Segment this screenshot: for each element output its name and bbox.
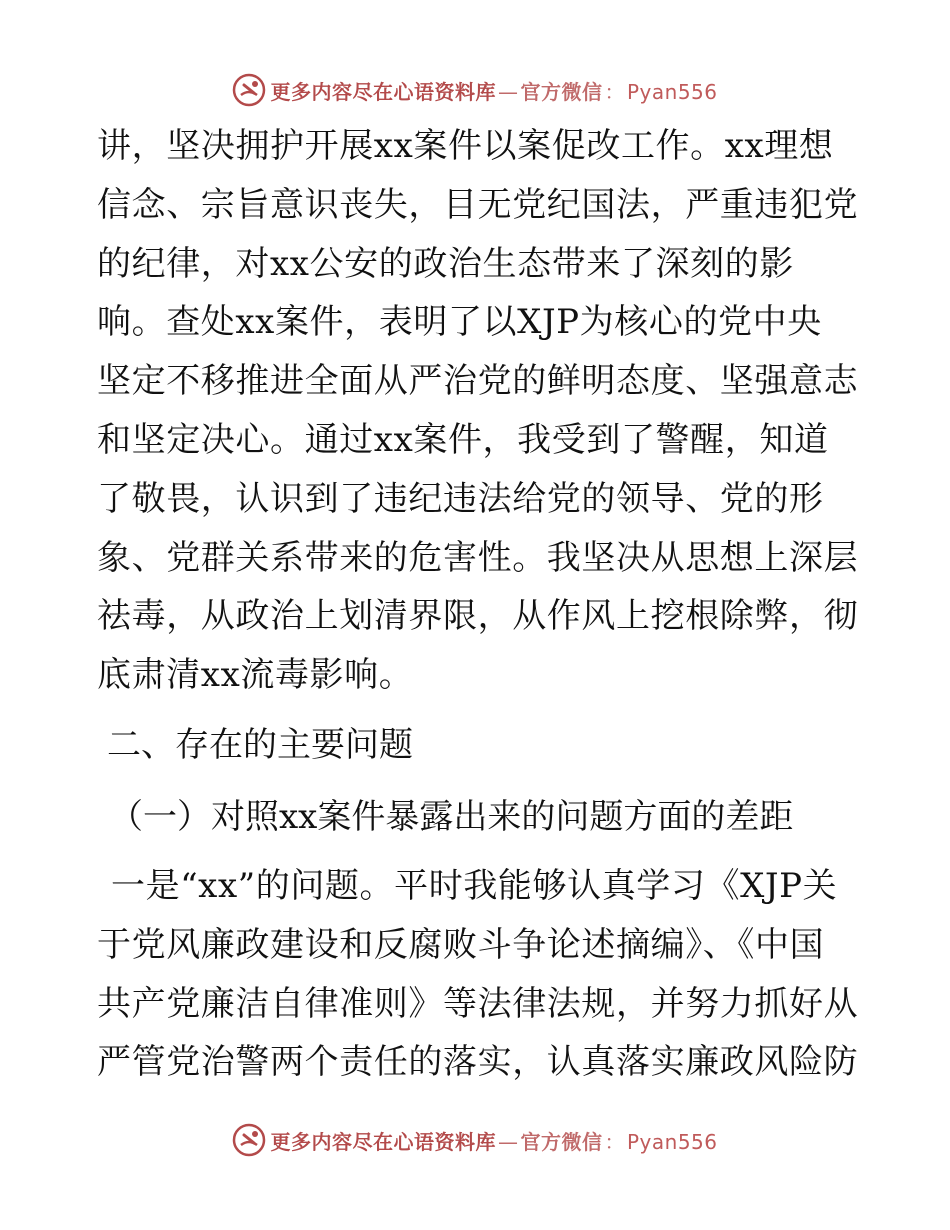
text-line: 象、党群关系带来的危害性。我坚决从思想上深层 bbox=[97, 537, 859, 578]
subsection-heading: （一）对照xx案件暴露出来的问题方面的差距 bbox=[109, 796, 794, 837]
watermark-official: 官方微信 bbox=[520, 79, 603, 104]
text-line: 严管党治警两个责任的落实，认真落实廉政风险防 bbox=[97, 1042, 859, 1083]
watermark-wechat-id: Pyan556 bbox=[626, 1129, 718, 1154]
book-pen-logo-icon bbox=[232, 1123, 266, 1157]
text-line: 响。查处xx案件，表明了以XJP为核心的党中央 bbox=[97, 302, 822, 343]
watermark-official: 官方微信 bbox=[520, 1129, 603, 1154]
footer-watermark-banner bbox=[0, 1120, 950, 1160]
text-line: 共产党廉洁自律准则》等法律法规，并努力抓好从 bbox=[97, 983, 859, 1024]
header-watermark-banner bbox=[0, 70, 950, 110]
watermark-wechat-id: Pyan556 bbox=[626, 79, 718, 104]
watermark-dash: — bbox=[497, 79, 519, 104]
document-body bbox=[97, 117, 857, 1092]
paragraph-2 bbox=[97, 857, 857, 1092]
text-line: 底肃清xx流毒影响。 bbox=[97, 655, 414, 696]
text-line: 于党风廉政建设和反腐败斗争论述摘编》、《中国 bbox=[97, 924, 825, 965]
book-pen-logo-icon bbox=[232, 73, 266, 107]
text-line: 信念、宗旨意识丧失，目无党纪国法，严重违犯党 bbox=[97, 184, 859, 225]
watermark-dash: — bbox=[497, 1129, 519, 1154]
section-heading: 二、存在的主要问题 bbox=[107, 724, 413, 765]
watermark-main: 更多内容尽在心语资料库 bbox=[270, 79, 496, 104]
watermark-text bbox=[270, 76, 717, 105]
text-line: 坚定不移推进全面从严治党的鲜明态度、坚强意志 bbox=[97, 361, 859, 402]
text-line: 祛毒，从政治上划清界限，从作风上挖根除弊，彻 bbox=[97, 596, 859, 637]
text-line: 讲，坚决拥护开展xx案件以案促改工作。xx理想 bbox=[97, 126, 834, 166]
text-line: 一是“xx”的问题。平时我能够认真学习《XJP关 bbox=[111, 865, 838, 906]
text-line: 了敬畏，认识到了违纪违法给党的领导、党的形 bbox=[97, 478, 824, 519]
watermark-colon: ： bbox=[604, 1129, 625, 1154]
watermark-main: 更多内容尽在心语资料库 bbox=[270, 1129, 496, 1154]
watermark-text bbox=[270, 1126, 717, 1155]
text-line: 的纪律，对xx公安的政治生态带来了深刻的影 bbox=[97, 243, 794, 284]
paragraph-1 bbox=[97, 117, 857, 705]
text-line: 和坚定决心。通过xx案件，我受到了警醒，知道 bbox=[97, 419, 829, 460]
watermark-colon: ： bbox=[604, 79, 625, 104]
